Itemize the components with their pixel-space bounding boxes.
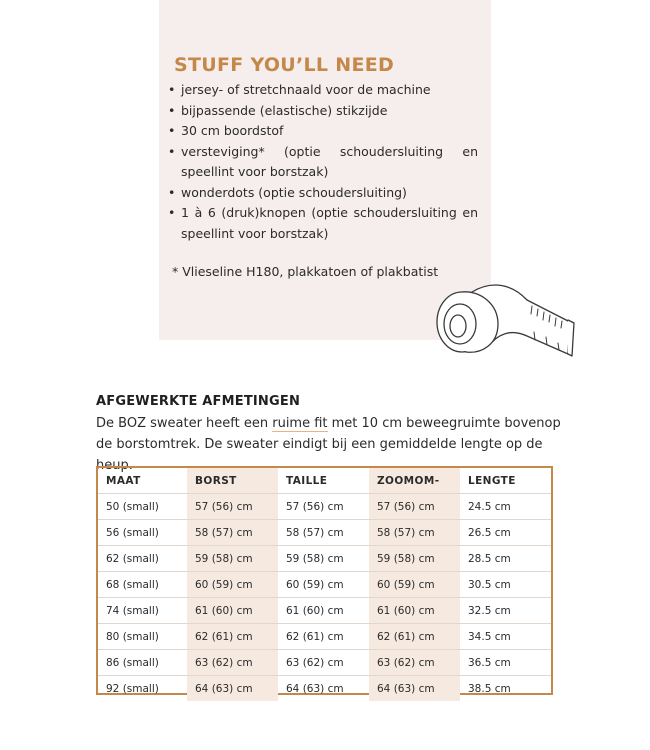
list-item: • wonderdots (optie schoudersluiting) — [166, 183, 478, 204]
table-row — [98, 494, 551, 520]
cell-waist: 58 (57) cm — [278, 520, 369, 546]
cell-chest: 59 (58) cm — [187, 546, 278, 572]
column-header-size: MAAT — [98, 468, 187, 494]
cell-size: 80 (small) — [98, 624, 187, 650]
list-item: • jersey- of stretchnaald voor de machine — [166, 80, 478, 101]
cell-length: 32.5 cm — [460, 598, 551, 624]
cell-length: 26.5 cm — [460, 520, 551, 546]
measurements-title: AFGEWERKTE AFMETINGEN — [96, 394, 301, 409]
cell-hem: 57 (56) cm — [369, 494, 460, 520]
list-item: • bijpassende (elastische) stikzijde — [166, 101, 478, 122]
cell-waist: 61 (60) cm — [278, 598, 369, 624]
table-body — [98, 494, 551, 702]
cell-size: 92 (small) — [106, 682, 159, 695]
cell-size: 50 (small) — [98, 494, 187, 520]
measurements-table — [96, 466, 553, 695]
cell-waist: 60 (59) cm — [278, 572, 369, 598]
intro-text: met 10 cm beweegruimte bovenop de borstomtrek. De sweater eindigt bij een gemiddelde lengte op de heup. — [96, 416, 561, 473]
table-row — [98, 624, 551, 650]
cell-waist: 59 (58) cm — [278, 546, 369, 572]
cell-hem: 59 (58) cm — [369, 546, 460, 572]
cell-hem: 58 (57) cm — [369, 520, 460, 546]
table-row — [98, 572, 551, 598]
cell-waist: 64 (63) cm — [286, 682, 344, 695]
stuff-needed-footnote: * Vlieseline H180, plakkatoen of plakbatist — [172, 264, 439, 279]
cell-hem: 61 (60) cm — [369, 598, 460, 624]
column-header-length: LENGTE — [460, 468, 551, 494]
cell-waist: 63 (62) cm — [278, 650, 369, 676]
stuff-needed-list — [166, 80, 478, 244]
cell-length: 36.5 cm — [460, 650, 551, 676]
table-row — [98, 520, 551, 546]
cell-size: 74 (small) — [98, 598, 187, 624]
cell-chest: 62 (61) cm — [187, 624, 278, 650]
table-header-row — [98, 468, 551, 494]
cell-waist: 62 (61) cm — [278, 624, 369, 650]
cell-hem: 64 (63) cm — [369, 676, 460, 702]
list-item: • 1 à 6 (druk)knopen (optie schoudersluiting en speellint voor borstzak) — [166, 203, 478, 244]
intro-highlight: ruime fit — [272, 416, 328, 431]
cell-size: 86 (small) — [98, 650, 187, 676]
column-header-hem: ZOOMOM- — [369, 468, 460, 494]
cell-chest: 61 (60) cm — [187, 598, 278, 624]
table-row — [98, 598, 551, 624]
column-header-waist: TAILLE — [278, 468, 369, 494]
cell-size: 56 (small) — [98, 520, 187, 546]
cell-length: 38.5 cm — [468, 682, 511, 695]
cell-size: 62 (small) — [98, 546, 187, 572]
table-row — [98, 546, 551, 572]
table-row — [98, 676, 551, 702]
measuring-tape-icon — [432, 270, 577, 365]
table-row — [98, 650, 551, 676]
cell-length: 30.5 cm — [460, 572, 551, 598]
list-item: • versteviging* (optie schoudersluiting en speellint voor borstzak) — [166, 142, 478, 183]
column-header-chest: BORST — [187, 468, 278, 494]
cell-chest: 57 (56) cm — [187, 494, 278, 520]
cell-hem: 60 (59) cm — [369, 572, 460, 598]
cell-hem: 62 (61) cm — [369, 624, 460, 650]
cell-size: 68 (small) — [98, 572, 187, 598]
cell-waist: 57 (56) cm — [278, 494, 369, 520]
cell-chest: 63 (62) cm — [187, 650, 278, 676]
cell-length: 34.5 cm — [460, 624, 551, 650]
list-item: • 30 cm boordstof — [166, 121, 478, 142]
cell-hem: 63 (62) cm — [369, 650, 460, 676]
cell-length: 28.5 cm — [460, 546, 551, 572]
cell-length: 24.5 cm — [460, 494, 551, 520]
cell-chest: 58 (57) cm — [187, 520, 278, 546]
intro-text: De BOZ sweater heeft een — [96, 416, 273, 431]
stuff-needed-title: STUFF YOU’LL NEED — [174, 54, 395, 76]
cell-chest: 60 (59) cm — [187, 572, 278, 598]
cell-chest: 64 (63) cm — [187, 676, 278, 702]
